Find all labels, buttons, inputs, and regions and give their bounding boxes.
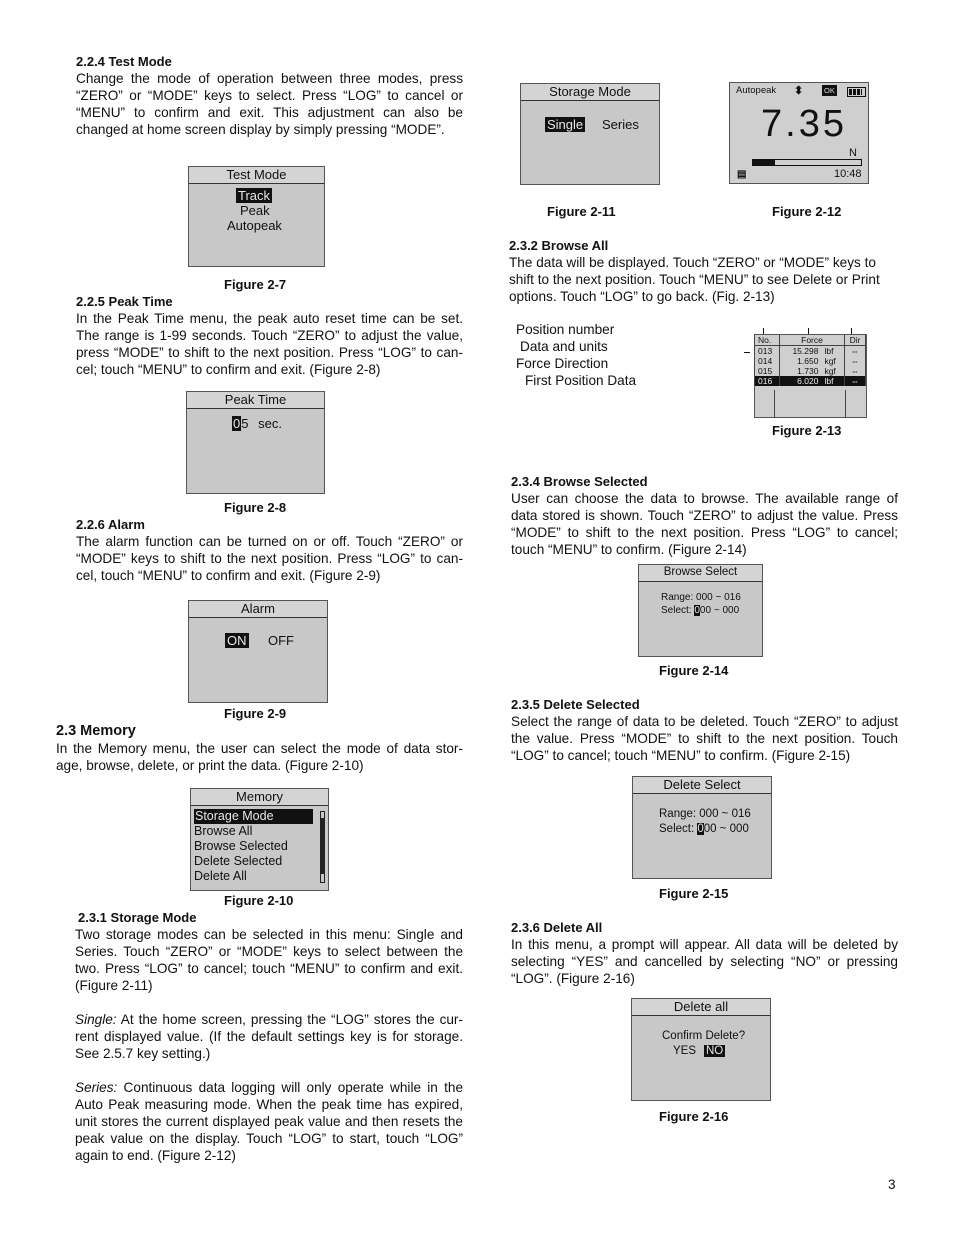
lcd-option-no: NO: [706, 1045, 724, 1057]
caption-figure-2-15: Figure 2-15: [659, 886, 729, 901]
section-delete-selected: [511, 696, 898, 764]
heading-browse-selected: 2.3.4 Browse Selected: [511, 474, 648, 489]
section-memory: [56, 723, 463, 774]
table-row: [755, 366, 866, 376]
text-alarm: The alarm function can be turned on or off. Touch “ZERO” or “MODE” keys to shift to the next position. Press “LOG” to can-cel, touch “MENU” to confirm and exit. (Figure 2-9): [76, 534, 463, 583]
table-row: [755, 356, 866, 366]
legend-first-position: First Position Data: [525, 373, 637, 388]
caption-figure-2-7: Figure 2-7: [224, 277, 287, 292]
lcd-storage-mode: [520, 83, 660, 185]
lcd-reading-unit: N: [849, 147, 857, 159]
row-force: 1.730: [780, 366, 822, 376]
lcd-scrollbar-thumb: [321, 818, 324, 874]
lcd-option-autopeak: Autopeak: [227, 218, 282, 233]
row-force: 6.020: [780, 376, 822, 386]
heading-memory: 2.3 Memory: [56, 723, 136, 739]
load-bar-fill: [753, 160, 775, 165]
lcd-option-single: Single: [547, 117, 584, 132]
section-browse-selected: [511, 473, 898, 558]
heading-delete-all: 2.3.6 Delete All: [511, 920, 603, 935]
legend-force-direction: Force Direction: [516, 356, 609, 371]
heading-alarm: 2.2.6 Alarm: [76, 517, 145, 532]
row-force: 1.650: [780, 356, 822, 366]
section-browse-all: [509, 237, 899, 305]
lcd-peak-time: [186, 391, 325, 494]
heading-test-mode: 2.2.4 Test Mode: [76, 54, 172, 69]
lcd-menu-item-selected: Storage Mode: [194, 809, 313, 824]
section-test-mode: [76, 53, 463, 138]
section-storage-mode: [75, 909, 463, 1164]
caption-figure-2-14: Figure 2-14: [659, 663, 729, 678]
row-unit: kgf: [821, 356, 844, 366]
row-dir: ⇔: [845, 346, 866, 357]
storage-icon: ▤: [737, 169, 747, 180]
table-row-selected: [755, 376, 866, 386]
load-bar: [752, 159, 862, 166]
row-dir: ⇔: [845, 356, 866, 366]
lcd-menu-item: Browse All: [194, 824, 253, 838]
lcd-select-label: Select:: [661, 605, 695, 616]
table-row: [755, 346, 866, 357]
lcd-menu-item: Delete All: [194, 869, 247, 883]
text-peak-time: In the Peak Time menu, the peak auto reset time can be set. The range is 1-99 seconds. Touch “ZERO” to adjust the value, press “MODE” to shift to the next position. Press “LOG” to can-cel; touch “MENU” to confirm and exit. (Figure 2-8): [76, 311, 463, 377]
row-force: 15.298: [780, 346, 822, 357]
text-storage-mode: Two storage modes can be selected in this menu: Single and Series. Touch “ZERO” or “MODE” keys to select between the two. Press “LOG” to cancel; touch “MENU” to confirm and exit. (Figure 2-11): [75, 927, 463, 993]
row-unit: lbf: [821, 376, 844, 386]
lcd-memory: [190, 788, 329, 891]
col-header-force: Force: [780, 335, 845, 346]
lcd-select-value: 00 ~ 000: [699, 605, 740, 616]
lcd-delete-all: [631, 998, 771, 1101]
legend-data-units: Data and units: [520, 339, 608, 354]
caption-figure-2-12: Figure 2-12: [772, 204, 842, 219]
row-dir: ⇔: [845, 366, 866, 376]
row-no: 013: [755, 346, 780, 357]
lcd-option-peak: Peak: [240, 203, 270, 218]
lcd-option-yes: YES: [673, 1045, 697, 1057]
lcd-title: Alarm: [189, 601, 327, 618]
text-memory: In the Memory menu, the user can select the mode of data stor-age, browse, delete, or print the data. (Figure 2-10): [56, 741, 463, 773]
row-no: 016: [755, 376, 780, 386]
text-test-mode: Change the mode of operation between three modes, press “ZERO” or “MODE” keys to select. Press “LOG” to cancel or “MENU” to confirm and exit. This adjustment can also be changed at home screen display by simply pressing “MODE”.: [76, 71, 463, 137]
lcd-title: Peak Time: [187, 392, 324, 409]
text-browse-selected: User can choose the data to browse. The available range of data stored is shown. Touch “ZERO” to adjust the value. Press “MODE” to shift to the next position. Press “LOG” to cancel; touch “MENU” to confirm. (Figure 2-14): [511, 491, 898, 557]
label-single: Single:: [75, 1012, 117, 1027]
lcd-reading-value: 7.35: [761, 103, 847, 145]
text-series-body: Continuous data logging will only operate while in the Auto Peak measuring mode. When the peak time has expired, unit stores the current displayed peak value and then resets the peak value on the display. Touch “LOG” to start, touch “LOG” again to end. (Figure 2-12): [75, 1080, 463, 1163]
lcd-unit: sec.: [258, 416, 282, 431]
lcd-digit-selected: 0: [233, 416, 241, 431]
lcd-alarm: [188, 600, 328, 703]
lcd-test-mode: [188, 166, 325, 267]
lcd-digit: 5: [241, 416, 249, 431]
row-no: 014: [755, 356, 780, 366]
lcd-title: Memory: [191, 789, 328, 806]
label-series: Series:: [75, 1080, 118, 1095]
lcd-delete-select: [632, 776, 772, 879]
lcd-option-off: OFF: [268, 633, 294, 648]
lcd-menu-item: Browse Selected: [194, 839, 288, 853]
lcd-select-value: 00 ~ 000: [703, 823, 749, 835]
heading-storage-mode: 2.3.1 Storage Mode: [78, 910, 197, 925]
lcd-clock: 10:48: [834, 168, 862, 180]
lcd-range: Range: 000 ~ 016: [659, 808, 751, 820]
legend-position-number: Position number: [516, 322, 615, 337]
browse-table-header: [755, 335, 866, 346]
lcd-title: Test Mode: [189, 167, 324, 184]
lcd-scrollbar: [320, 811, 325, 883]
section-peak-time: [76, 293, 463, 378]
lcd-option-on: ON: [227, 633, 247, 648]
lcd-select-digit: 0: [694, 605, 700, 616]
lcd-option-track: Track: [238, 188, 271, 203]
browse-table: [754, 335, 866, 386]
lcd-range: Range: 000 ~ 016: [661, 592, 741, 603]
text-browse-all: The data will be displayed. Touch “ZERO” or “MODE” keys to shift to the next position. Touch “MENU” to see Delete or Print options. Touch “LOG” to go back. (Fig. 2-13): [509, 255, 880, 304]
lcd-select-label: Select:: [659, 823, 698, 835]
text-delete-all: In this menu, a prompt will appear. All data will be deleted by selecting “YES” and cancelled by selecting “NO” or pressing “LOG”. (Figure 2-16): [511, 937, 898, 986]
lcd-option-series: Series: [602, 117, 639, 132]
row-dir: ⇔: [845, 376, 866, 386]
col-header-no: No.: [755, 335, 780, 346]
lcd-browse-all: [754, 334, 867, 418]
battery-icon: [847, 87, 866, 97]
lcd-browse-select: [638, 564, 763, 657]
ok-indicator: OK: [824, 86, 835, 95]
lcd-title: Delete Select: [633, 777, 771, 794]
row-unit: kgf: [821, 366, 844, 376]
caption-figure-2-10: Figure 2-10: [224, 893, 294, 908]
lcd-home-screen: [729, 82, 869, 184]
lcd-title: Delete all: [632, 999, 770, 1016]
section-alarm: [76, 516, 463, 584]
text-series: [75, 1079, 463, 1164]
browse-all-legend: [516, 321, 716, 389]
col-header-dir: Dir: [845, 335, 866, 346]
lcd-mode-label: Autopeak: [736, 85, 777, 96]
page-number: 3: [888, 1177, 896, 1192]
caption-figure-2-9: Figure 2-9: [224, 706, 287, 721]
lcd-menu-item: Delete Selected: [194, 854, 283, 868]
lcd-select-digit: 0: [697, 823, 704, 835]
text-single-body: At the home screen, pressing the “LOG” stores the cur-rent displayed value. (If the default settings key is for storage. See 2.5.7 key setting.): [75, 1012, 463, 1061]
text-delete-selected: Select the range of data to be deleted. Touch “ZERO” to adjust the value. Press “MODE” to shift to the next position. Touch “LOG” to cancel; touch “MENU” to confirm. (Figure 2-15): [511, 714, 898, 763]
pointer-tick: [744, 352, 750, 353]
row-unit: lbf: [821, 346, 844, 357]
caption-figure-2-8: Figure 2-8: [224, 500, 287, 515]
row-no: 015: [755, 366, 780, 376]
lcd-prompt: Confirm Delete?: [662, 1030, 746, 1042]
heading-delete-selected: 2.3.5 Delete Selected: [511, 697, 640, 712]
lcd-title: Storage Mode: [521, 84, 659, 101]
lcd-title: Browse Select: [639, 565, 762, 582]
caption-figure-2-16: Figure 2-16: [659, 1109, 729, 1124]
section-delete-all: [511, 919, 898, 987]
table-divider: [845, 390, 846, 418]
table-divider: [774, 390, 775, 418]
text-single: [75, 1011, 463, 1062]
heading-peak-time: 2.2.5 Peak Time: [76, 294, 173, 309]
caption-figure-2-13: Figure 2-13: [772, 423, 842, 438]
heading-browse-all: 2.3.2 Browse All: [509, 238, 609, 253]
usb-icon: ⬍: [794, 85, 804, 97]
caption-figure-2-11: Figure 2-11: [547, 204, 616, 219]
